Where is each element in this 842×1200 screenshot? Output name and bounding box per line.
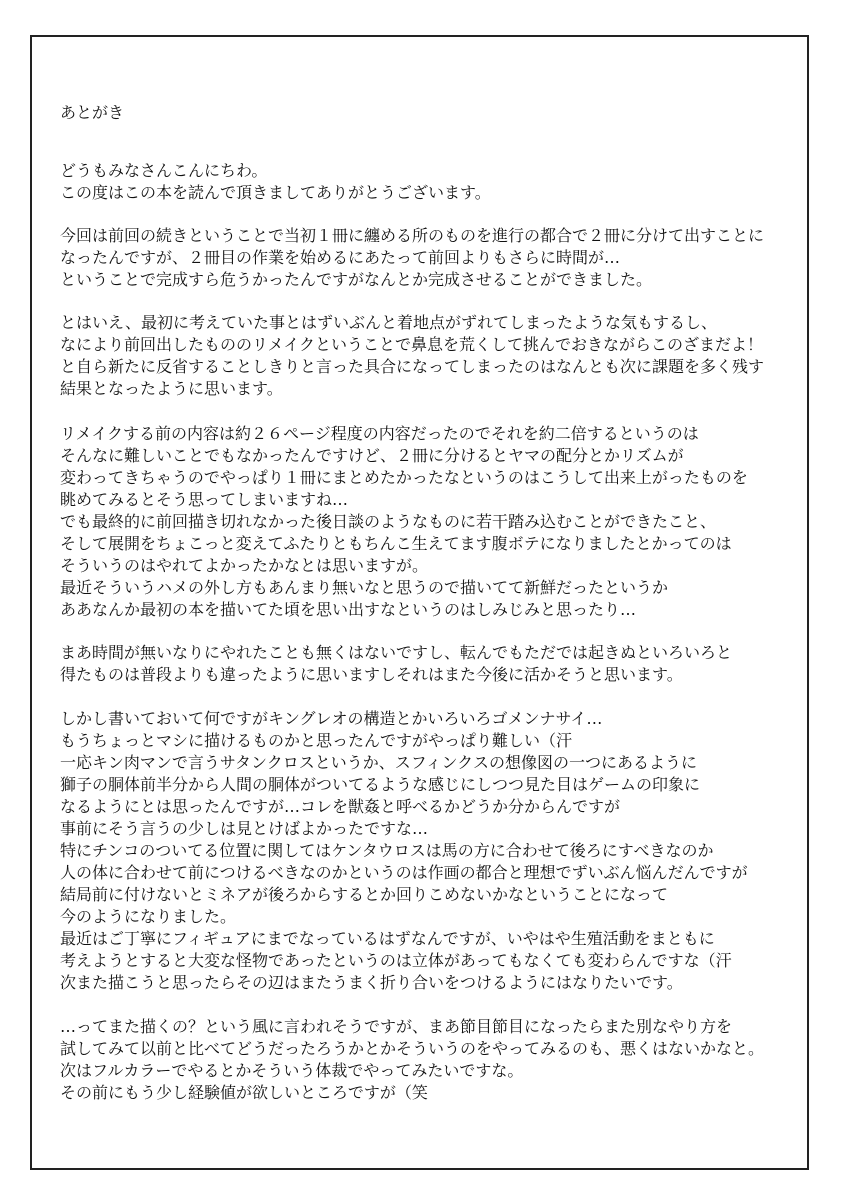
text-line: 最近はご丁寧にフィギュアにまでなっているはずなんですが、いやはや生殖活動をまともに — [60, 929, 715, 948]
text-line: 結果となったように思います。 — [60, 379, 283, 398]
text-line: ということで完成すら危うかったんですがなんとか完成させることができました。 — [60, 270, 653, 289]
text-line: 事前にそう言うの少しは見とけばよかったですな… — [60, 819, 429, 838]
text-line: 試してみて以前と比べてどうだったろうかとかそういうのをやってみるのも、悪くはないかなと。 — [60, 1039, 765, 1058]
text-line: なったんですが、２冊目の作業を始めるにあたって前回よりもさらに時間が… — [60, 248, 621, 267]
text-line: 眺めてみるとそう思ってしまいますね… — [60, 490, 349, 509]
text-line: この度はこの本を読んで頂きましてありがとうございます。 — [60, 183, 491, 202]
text-line: 変わってきちゃうのでやっぱり１冊にまとめたかったなというのはこうして出来上がったものを — [60, 468, 748, 487]
text-line: 結局前に付けないとミネアが後ろからするとか回りこめないかなということになって — [60, 885, 669, 904]
text-line: しかし書いておいて何ですがキングレオの構造とかいろいろゴメンナサイ… — [60, 709, 603, 728]
text-line: 最近そういうハメの外し方もあんまり無いなと思うので描いてて新鮮だったというか — [60, 578, 669, 597]
text-line: と自ら新たに反省することしきりと言った具合になってしまったのはなんとも次に課題を多く残す — [60, 357, 765, 376]
text-line: 得たものは普段よりも違ったように思いますしそれはまた今後に活かそうと思います。 — [60, 665, 683, 684]
afterword-title: あとがき — [60, 103, 125, 122]
text-line: 今のようになりました。 — [60, 907, 237, 926]
text-line: なるようにとは思ったんですが…コレを獣姦と呼べるかどうか分からんですが — [60, 797, 621, 816]
text-line: 今回は前回の続きということで当初１冊に纏める所のものを進行の都合で２冊に分けて出すことに — [60, 226, 765, 245]
text-line: 考えようとすると大変な怪物であったというのは立体があってもなくても変わらんですな（汗 — [60, 951, 732, 970]
text-line: もうちょっとマシに描けるものかと思ったんですがやっぱり難しい（汗 — [60, 731, 573, 750]
text-line: リメイクする前の内容は約２６ページ程度の内容だったのでそれを約二倍するというのは — [60, 424, 699, 443]
text-line: なにより前回出したもののリメイクということで鼻息を荒くして挑んでおきながらこのざまだよ！ — [60, 335, 764, 354]
text-line: 次はフルカラーでやるとかそういう体裁でやってみたいですな。 — [60, 1061, 524, 1080]
text-line: でも最終的に前回描き切れなかった後日談のようなものに若干踏み込むことができたこと、 — [60, 512, 717, 531]
text-line: どうもみなさんこんにちわ。 — [60, 161, 268, 180]
text-line: 次また描こうと思ったらその辺はまたうまく折り合いをつけるようにはなりたいです。 — [60, 973, 683, 992]
text-line: 一応キン肉マンで言うサタンクロスというか、スフィンクスの想像図の一つにあるように — [60, 753, 697, 772]
text-line: 特にチンコのついてる位置に関してはケンタウロスは馬の方に合わせて後ろにすべきなのか — [60, 841, 714, 860]
text-line: 獅子の胴体前半分から人間の胴体がついてるような感じにしつつ見た目はゲームの印象に — [60, 775, 701, 794]
text-line: そういうのはやれてよかったかなとは思いますが。 — [60, 556, 429, 575]
text-line: …ってまた描くの？という風に言われそうですが、まあ節目節目になったらまた別なやり方を — [60, 1017, 733, 1036]
text-line: とはいえ、最初に考えていた事とはずいぶんと着地点がずれてしまったような気もするし、 — [60, 313, 717, 332]
text-line: その前にもう少し経験値が欲しいところですが（笑 — [60, 1083, 428, 1102]
text-line: まあ時間が無いなりにやれたことも無くはないですし、転んでもただでは起きぬといろいろと — [60, 643, 733, 662]
text-line: そんなに難しいことでもなかったんですけど、２冊に分けるとヤマの配分とかリズムが — [60, 446, 684, 465]
text-line: ああなんか最初の本を描いてた頃を思い出すなというのはしみじみと思ったり… — [60, 600, 637, 619]
text-line: 人の体に合わせて前につけるべきなのかというのは作画の都合と理想でずいぶん悩んだんですが — [60, 863, 748, 882]
text-line: そして展開をちょこっと変えてふたりともちんこ生えてます腹ボテになりましたとかってのは — [60, 534, 732, 553]
